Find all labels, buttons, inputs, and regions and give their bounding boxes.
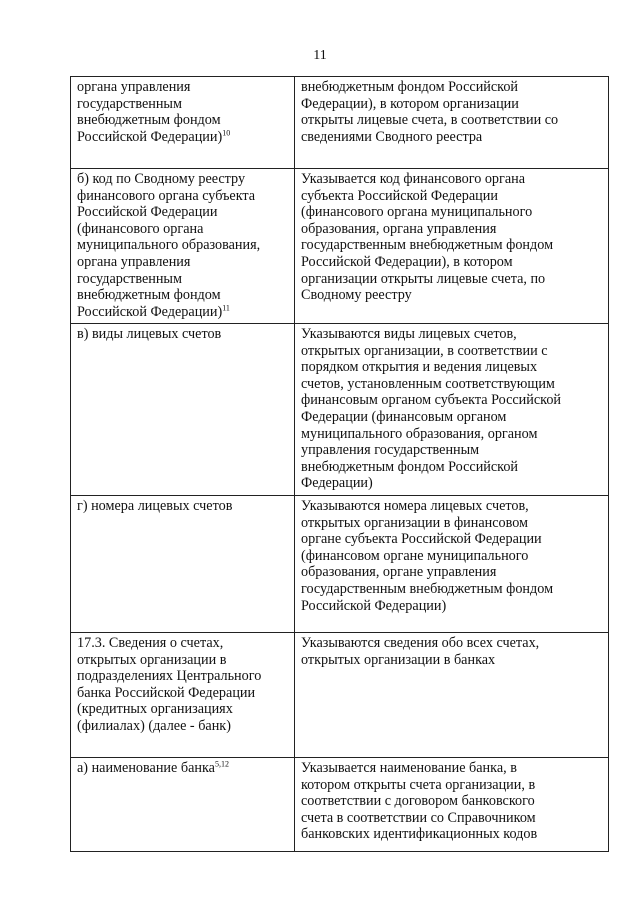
text-line: Указываются сведения обо всех счетах, <box>301 635 540 651</box>
text-line: 17.3. Сведения о счетах, <box>77 635 224 651</box>
footnote-ref: 11 <box>222 303 230 313</box>
text-line: открытых организации в <box>77 651 227 668</box>
text-line: внебюджетным фондом Российской <box>301 79 519 95</box>
text-line: котором открыты счета организации, в <box>301 776 536 793</box>
text-line: органа управления <box>77 79 191 95</box>
text-line: внебюджетным фондом Российской <box>301 458 519 475</box>
text-line: б) код по Сводному реестру <box>77 171 246 187</box>
text-line: Российской Федерации), в котором <box>301 253 513 270</box>
text-line: Сводному реестру <box>301 287 412 304</box>
text-line: государственным внебюджетным фондом <box>301 580 554 597</box>
left-cell <box>71 496 295 633</box>
text-line: финансовым органом субъекта Российской <box>301 392 562 409</box>
text-line: открытых организации в банках <box>301 651 496 668</box>
table-row <box>71 633 609 758</box>
text-segment: Российской Федерации) <box>77 303 223 320</box>
right-cell <box>295 758 609 852</box>
text-line: (кредитных организациях <box>77 701 233 718</box>
text-line: органа управления <box>77 253 191 270</box>
right-cell <box>295 169 609 324</box>
table-row <box>71 758 609 852</box>
page-number: 11 <box>313 48 327 63</box>
table-row <box>71 77 609 169</box>
text-line: открыты лицевые счета, в соответствии со <box>301 112 559 129</box>
text-line: образования, органе управления <box>301 564 497 581</box>
text-line: сведениями Сводного реестра <box>301 128 483 145</box>
text-line <box>77 129 289 146</box>
left-cell <box>71 633 295 758</box>
text-line: Федерации) <box>301 475 373 492</box>
text-line: (филиалах) (далее - банк) <box>77 717 231 734</box>
text-line: Российской Федерации <box>77 204 218 221</box>
right-cell <box>295 324 609 496</box>
left-cell <box>71 324 295 496</box>
text-line: счета в соответствии со Справочником <box>301 809 536 826</box>
table-row <box>71 169 609 324</box>
text-line: финансового органа субъекта <box>77 187 256 204</box>
text-line: (финансового органа муниципального <box>301 204 533 221</box>
text-line: организации открыты лицевые счета, по <box>301 270 546 287</box>
text-line: внебюджетным фондом <box>77 287 221 304</box>
text-segment: а) наименование банка <box>77 760 215 776</box>
text-line: (финансовом органе муниципального <box>301 547 529 564</box>
text-line: государственным внебюджетным фондом <box>301 237 554 254</box>
text-line: Федерации (финансовым органом <box>301 408 507 425</box>
text-line: Федерации), в котором организации <box>301 95 519 112</box>
text-line: порядком открытия и ведения лицевых <box>301 359 538 376</box>
text-line: банковских идентификационных кодов <box>301 826 538 843</box>
requirements-table <box>70 76 609 852</box>
text-line: г) номера лицевых счетов <box>77 498 233 514</box>
left-cell <box>71 169 295 324</box>
text-line: внебюджетным фондом <box>77 112 221 129</box>
text-line: Указываются виды лицевых счетов, <box>301 326 517 342</box>
left-cell <box>71 77 295 169</box>
text-line: соответствии с договором банковского <box>301 793 535 810</box>
table-row <box>71 324 609 496</box>
text-line: муниципального образования, <box>77 237 261 254</box>
table-row <box>71 496 609 633</box>
right-cell <box>295 77 609 169</box>
left-cell <box>71 758 295 852</box>
text-line <box>77 760 289 777</box>
text-line <box>77 304 289 321</box>
text-line: счетов, установленным соответствующим <box>301 375 555 392</box>
text-line: Указывается наименование банка, в <box>301 760 517 776</box>
text-line: подразделениях Центрального <box>77 668 262 685</box>
text-line: управления государственным <box>301 442 480 459</box>
right-cell <box>295 633 609 758</box>
text-line: (финансового органа <box>77 220 204 237</box>
text-line: Российской Федерации) <box>301 597 447 614</box>
text-line: образования, органа управления <box>301 220 497 237</box>
footnote-ref: 5,12 <box>214 759 229 769</box>
text-line: муниципального образования, органом <box>301 425 538 442</box>
text-line: в) виды лицевых счетов <box>77 326 222 342</box>
text-line: Указываются номера лицевых счетов, <box>301 498 529 514</box>
text-line: Указывается код финансового органа <box>301 171 526 187</box>
text-line: открытых организации, в соответствии с <box>301 342 548 359</box>
footnote-ref: 10 <box>222 128 231 138</box>
text-line: банка Российской Федерации <box>77 684 256 701</box>
right-cell <box>295 496 609 633</box>
text-line: субъекта Российской Федерации <box>301 187 498 204</box>
text-line: открытых организации в финансовом <box>301 514 529 531</box>
text-segment: Российской Федерации) <box>77 128 223 145</box>
text-line: государственным <box>77 270 182 287</box>
text-line: государственным <box>77 95 182 112</box>
text-line: органе субъекта Российской Федерации <box>301 531 542 548</box>
